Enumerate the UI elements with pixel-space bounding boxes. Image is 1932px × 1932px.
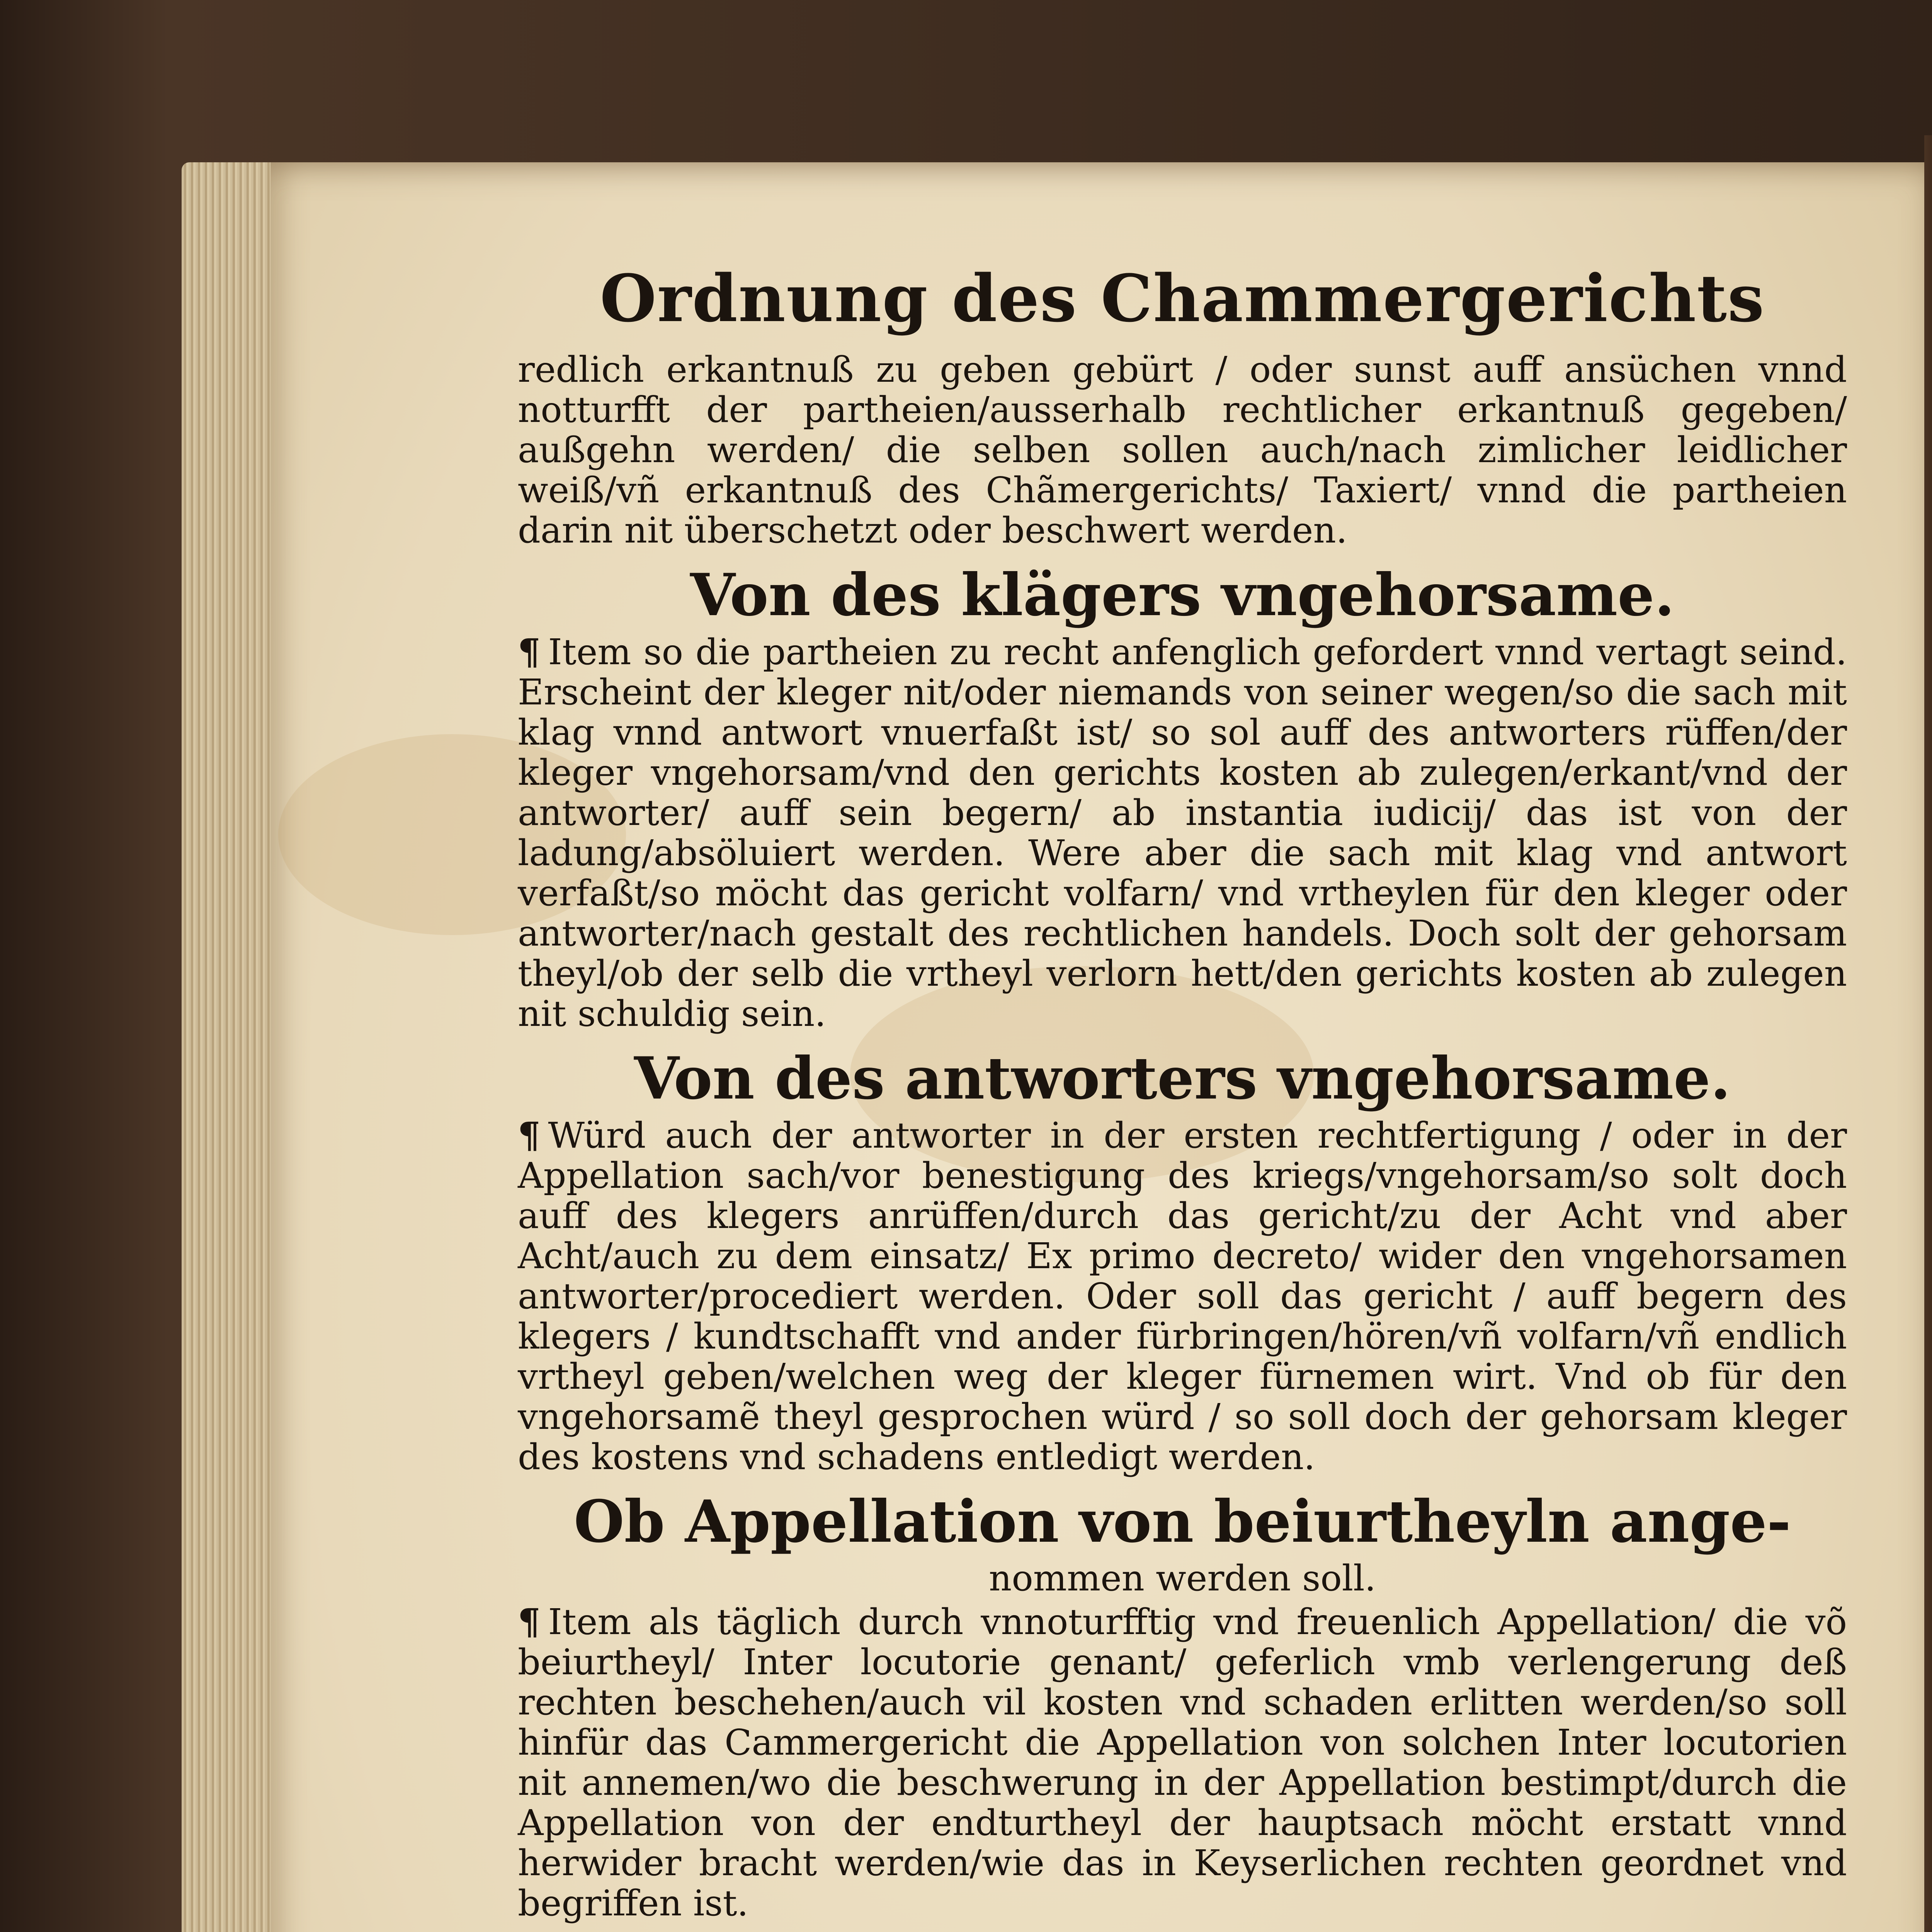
- section-heading-continued: nommen werden soll.: [989, 1557, 1376, 1599]
- running-head: Ordnung des Chammergerichts: [600, 260, 1765, 337]
- paragraph: [518, 1602, 1847, 1923]
- section-heading: Ob Appellation von beiurtheyln ange-: [574, 1487, 1791, 1556]
- book-gutter: [1924, 135, 1932, 1932]
- paragraph-text: Item als täglich durch vnnoturfftig vnd freuenlich Appellation/ die võ beiurtheyl/ Inter locutorie genant/ geferlich vmb verlengerung deß rechten beschehen/auch vil kosten vnd schaden erlitten werden/so soll hinfür das Cammergericht die Appellation von solchen Inter locutorien nit annemen/wo die beschwerung in der Appellation bestimpt/durch die Appellation von der endturtheyl der hauptsach möcht erstatt vnnd herwider bracht werden/wie das in Keyserlichen rechten geordnet vnd begriffen ist.: [518, 1601, 1847, 1924]
- section-heading: Von des antworters vngehorsame.: [634, 1044, 1731, 1112]
- pilcrow-icon: ¶: [518, 1600, 541, 1643]
- section-heading: Von des klägers vngehorsame.: [690, 561, 1675, 629]
- paragraph-text: Würd auch der antworter in der ersten rechtfertigung / oder in der Appellation sach/vor benestigung des kriegs/vngehorsam/so solt doch auff des klegers anrüffen/durch das gericht/zu der Acht vnd aber Acht/auch zu dem einsatz/ Ex primo decreto/ wider den vngehorsamen antworter/procediert werden. Oder soll das gericht / auff begern des klegers / kundtschafft vnd ander fürbringen/hören/vñ volfarn/vñ endlich vrtheyl geben/welchen weg der kleger fürnemen wirt. Vnd ob für den vngehorsamẽ theyl gesprochen würd / so soll doch der gehorsam kleger des kostens vnd schadens entledigt werden.: [518, 1114, 1847, 1478]
- pilcrow-icon: ¶: [518, 631, 541, 673]
- paragraph: redlich erkantnuß zu geben gebürt / oder sunst auff ansüchen vnnd notturfft der partheien/ausserhalb rechtlicher erkantnuß gegeben/ außgehn werden/ die selben sollen auch/nach zimlicher leidlicher weiß/vñ erkantnuß des Chãmergerichts/ Taxiert/ vnnd die partheien darin nit überschetzt oder beschwert werden.: [518, 349, 1847, 551]
- pilcrow-icon: ¶: [518, 1114, 541, 1156]
- paragraph: [518, 1115, 1847, 1477]
- paragraph-text: Item so die partheien zu recht anfenglich gefordert vnnd vertagt seind. Erscheint der kleger nit/oder niemands von seiner wegen/so die sach mit klag vnnd antwort vnuerfaßt ist/ so sol auff des antworters rüffen/der kleger vngehorsam/vnd den gerichts kosten ab zulegen/erkant/vnd der antworter/ auff sein begern/ ab instantia iudicij/ das ist von der ladung/absöluiert werden. Were aber die sach mit klag vnd antwort verfaßt/so möcht das gericht volfarn/ vnd vrtheylen für den kleger oder antworter/nach gestalt des rechtlichen handels. Doch solt der gehorsam theyl/ob der selb die vrtheyl verlorn hett/den gerichts kosten ab zulegen nit schuldig sein.: [518, 631, 1847, 1034]
- paragraph: [518, 632, 1847, 1034]
- page-edge: [182, 162, 274, 1932]
- page-text: [518, 247, 1847, 1932]
